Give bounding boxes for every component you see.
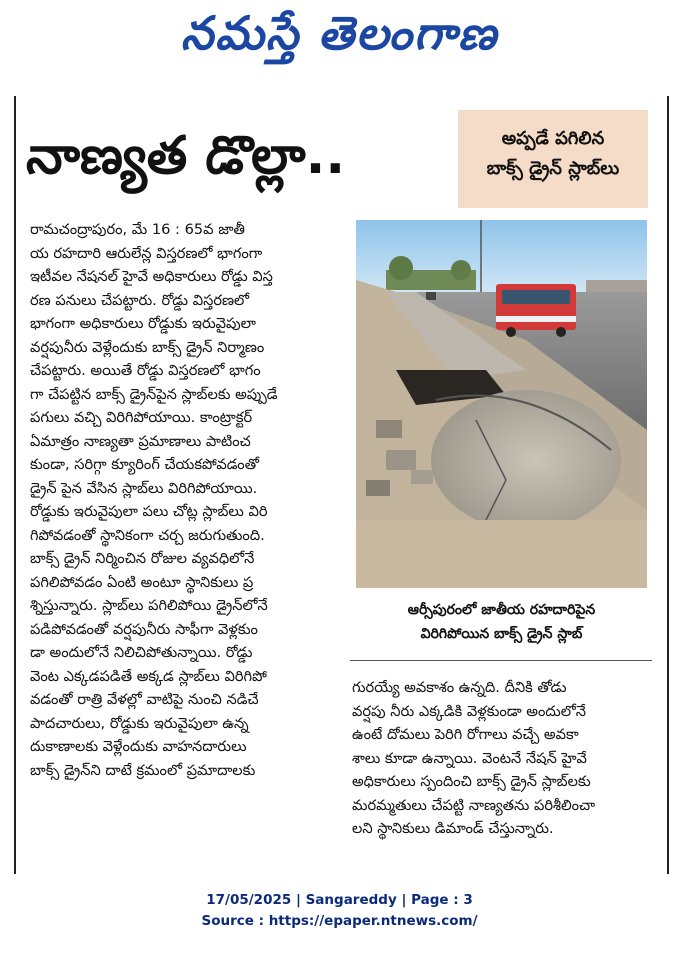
body-line: దుకాణాలకు వెళ్లేందుకు వాహనదారులు [30, 738, 247, 755]
photo-caption-line-1: ఆర్సీపురంలో జాతీయ రహదారిపైన [407, 602, 596, 618]
body-line: రోడ్డుకు ఇరువైపులా పలు చోట్ల స్లాబ్‌లు విరి [30, 503, 268, 520]
newspaper-logo: నమస్తే తెలంగాణ [180, 6, 499, 60]
body-line: ఏమాత్రం నాణ్యతా ప్రమాణాలు పాటించ [30, 432, 251, 450]
article-headline: నాణ్యత డొల్లా.. [26, 126, 346, 186]
body-line: వర్షపునీరు వెళ్లేందుకు బాక్స్ డ్రైన్ నిర్మాణం [30, 338, 265, 356]
body-line: వర్షపు నీరు ఎక్కడికి వెళ్లకుండా అందులోనే [352, 702, 586, 720]
body-line: శ్నిస్తున్నారు. స్లాబ్‌లు పగిలిపోయి డ్రైన్‌లోనే [30, 597, 268, 614]
masthead [0, 0, 679, 80]
body-line: గురయ్యే అవకాశం ఉన్నది. దీనికి తోడు [352, 679, 567, 696]
body-line: భాగంగా అధికారులు రోడ్డుకు ఇరువైపులా [30, 315, 256, 332]
body-line: శాలు కూడా ఉన్నాయి. వెంటనే నేషన్ హైవే [352, 749, 587, 767]
body-line: గా చేపట్టిన బాక్స్ డ్రైన్‌పైన స్లాబ్‌లకు అప్పుడే [30, 385, 278, 403]
body-line: కుండా, సరిగ్గా క్యూరింగ్ చేయకపోవడంతో [30, 456, 259, 473]
body-line: బాక్స్ డ్రైన్‌ని దాటే క్రమంలో ప్రమాదాలకు [30, 761, 256, 779]
body-line: పడిపోవడంతో వర్షపునీరు సాఫీగా వెళ్లకుం [30, 620, 258, 638]
article-body-left-column [30, 218, 342, 782]
body-line: పగిలిపోవడం ఏంటి అంటూ స్థానికులు ప్ర [30, 573, 254, 591]
body-line: పగులు వచ్చి విరిగిపోయాయి. కాంట్రాక్టర్ [30, 409, 253, 426]
body-line: అధికారులు స్పందించి బాక్స్ డ్రైన్ స్లాబ్‌లకు [352, 773, 591, 790]
article-body-right-column [352, 676, 652, 841]
body-line: ఇటీవల నేషనల్ హైవే అధికారులు రోడ్డు విస్త [30, 268, 273, 285]
page-footer [0, 890, 679, 932]
body-line: రామచంద్రాపురం, మే 16 : 65వ జాతీ [30, 221, 245, 238]
body-line: రణ పనులు చేపట్టారు. రోడ్డు విస్తరణలో [30, 291, 250, 309]
news-photo [356, 220, 647, 588]
body-line: డా అందులోనే నిలిచిపోతున్నాయి. రోడ్డు [30, 644, 253, 661]
body-line: య రహదారి ఆరులేన్ల విస్తరణలో భాగంగా [30, 244, 263, 262]
body-line: గిపోవడంతో స్థానికంగా చర్చ జరుగుతుంది. [30, 526, 265, 544]
body-line: మరమ్మతులు చేపట్టి నాణ్యతను పరిశీలించా [352, 796, 596, 814]
body-line: చేపట్టారు. అయితే రోడ్డు విస్తరణలో భాగం [30, 362, 261, 379]
subhead-line-2: బాక్స్ డ్రైన్ స్లాబ్‌లు [486, 158, 620, 179]
body-line: బాక్స్ డ్రైన్ నిర్మించిన రోజుల వ్యవధిలోనే [30, 550, 255, 567]
photo-caption [356, 598, 647, 646]
body-line: వడంతో రాత్రి వేళల్లో వాటిపై నుంచి నడిచే [30, 691, 259, 708]
caption-divider [350, 660, 652, 661]
body-line: పాదచారులు, రోడ్డుకు ఇరువైపులా ఉన్న [30, 714, 249, 732]
body-line: వెంట ఎక్కడపడితే అక్కడ స్లాబ్‌లు విరిగిపో [30, 667, 267, 685]
body-line: డ్రైన్ పైన వేసిన స్లాబ్‌లు విరిగిపోయాయి. [30, 479, 258, 497]
broken-drain-slab-photo [356, 220, 647, 588]
photo-caption-line-2: విరిగిపోయిన బాక్స్ డ్రైన్ స్లాబ్ [420, 626, 583, 642]
article-subhead-box [458, 110, 648, 208]
footer-date-edition: 17/05/2025 | Sangareddy | Page : 3 [206, 892, 473, 908]
body-line: లని స్థానికులు డిమాండ్ చేస్తున్నారు. [352, 820, 554, 837]
body-line: ఉంటే దోమలు పెరిగి రోగాలు వచ్చే అవకా [352, 726, 579, 743]
footer-source-link[interactable]: Source : https://epaper.ntnews.com/ [201, 913, 478, 929]
subhead-line-1: అప్పడే పగిలిన [501, 128, 605, 149]
